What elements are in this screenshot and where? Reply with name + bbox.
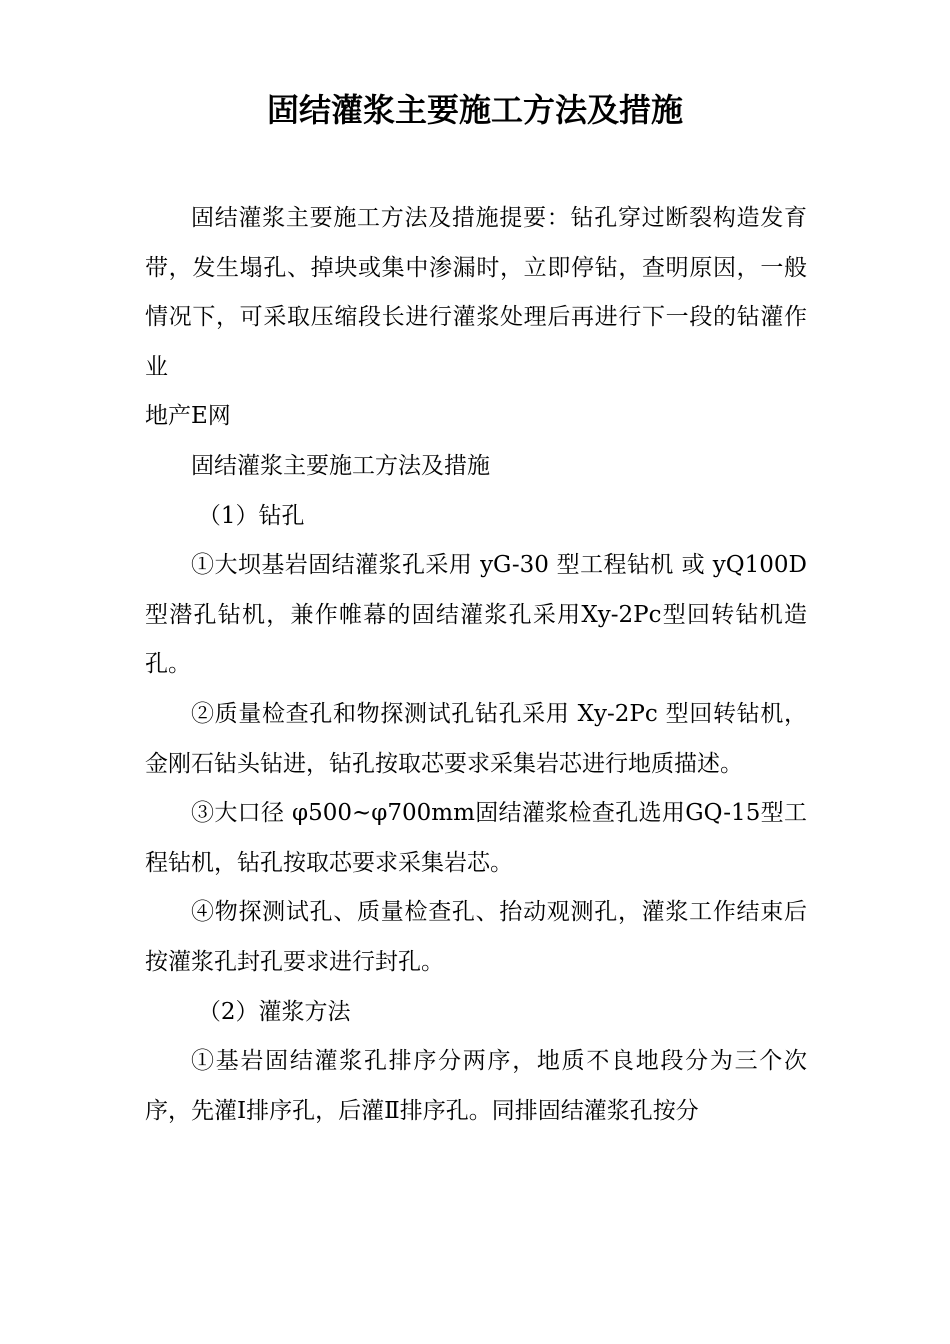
drilling-item-3: ③大口径 φ500~φ700mm固结灌浆检查孔选用GQ-15型工程钻机，钻孔按取芯要求采集岩芯。 [145, 800, 807, 876]
drilling-item-4: ④物探测试孔、质量检查孔、抬动观测孔，灌浆工作结束后按灌浆孔封孔要求进行封孔。 [145, 899, 807, 975]
section-heading: 固结灌浆主要施工方法及措施 [191, 452, 490, 479]
grouting-item-1: ①基岩固结灌浆孔排序分两序，地质不良地段分为三个次序，先灌Ⅰ排序孔，后灌Ⅱ排序孔。同排固结灌浆孔按分 [145, 1048, 807, 1124]
drilling-item-2: ②质量检查孔和物探测试孔钻孔采用 Xy-2Pc 型回转钻机，金刚石钻头钻进，钻孔按取芯要求采集岩芯进行地质描述。 [145, 700, 807, 777]
document-title: 固结灌浆主要施工方法及措施 [266, 91, 683, 129]
document-body [145, 194, 807, 1136]
subsection-drilling: （1）钻孔 [197, 502, 305, 529]
summary-paragraph: 固结灌浆主要施工方法及措施提要：钻孔穿过断裂构造发育带，发生塌孔、掉块或集中渗漏时，立即停钻，查明原因，一般情况下，可采取压缩段长进行灌浆处理后再进行下一段的钻灌作业 [145, 205, 807, 380]
drilling-item-1: ①大坝基岩固结灌浆孔采用 yG-30 型工程钻机 或 yQ100D型潜孔钻机，兼作帷幕的固结灌浆孔采用Xy-2Pc型回转钻机造孔。 [145, 552, 807, 678]
source-line: 地产E网 [145, 403, 231, 430]
subsection-grouting-method: （2）灌浆方法 [197, 998, 351, 1025]
